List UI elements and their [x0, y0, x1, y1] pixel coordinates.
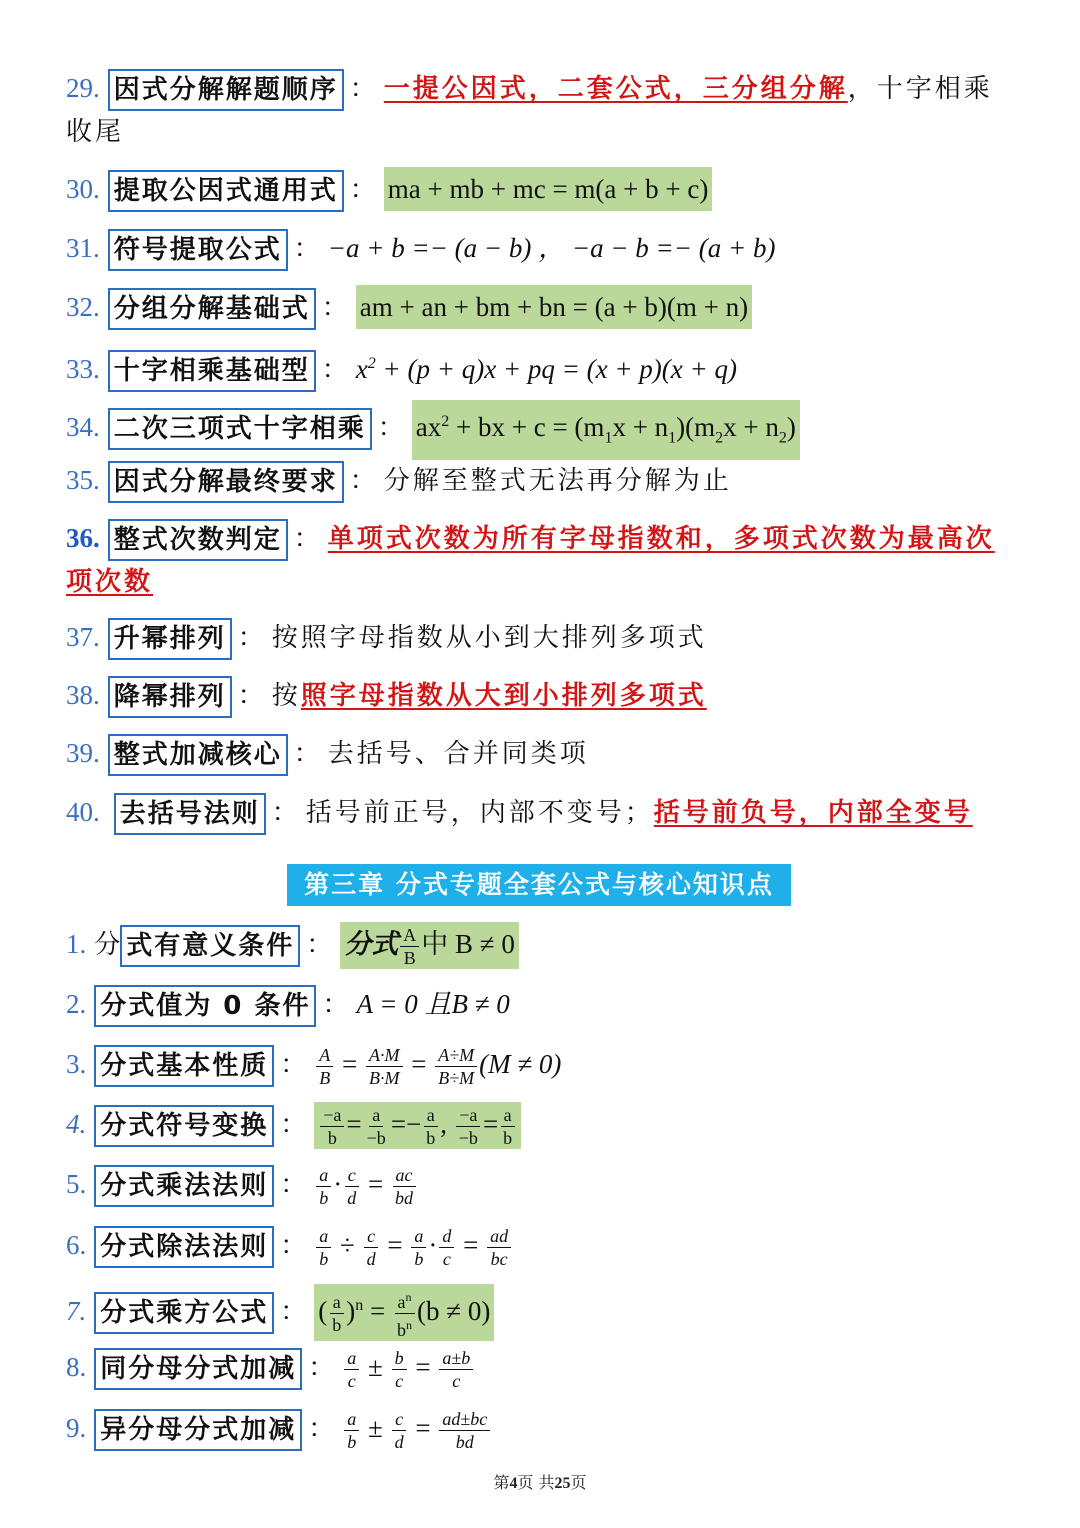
item-number: 6. — [66, 1230, 87, 1260]
item-number: 5. — [66, 1169, 87, 1199]
formula: am + an + bm + bn = (a + b)(m + n) — [356, 285, 752, 329]
item-38: 38. 降幂排列 ： 按照字母指数从大到小排列多项式 — [66, 673, 1000, 718]
item-number: 3. — [66, 1049, 87, 1079]
item-number: 40. — [66, 797, 100, 827]
desc-text: 去括号、合并同类项 — [327, 739, 589, 769]
term-box: 异分母分式加减 — [94, 1409, 302, 1451]
term-box: 分式基本性质 — [94, 1045, 274, 1087]
item-29: 29. 因式分解解题顺序 ： 一提公因式，二套公式，三分组分解，十字相乘 — [66, 66, 1000, 111]
ch3-item-9: 9. 异分母分式加减 ： $\frac{a}{b}$ ± $\frac{c}{d}$ = $\frac{ad\pm bc}{bd}$ — [66, 1406, 1000, 1453]
formula: $\frac{-a}{b}$ = $\frac{a}{-b}$ =− $\frac{a}{b}$ , $\frac{-a}{-b}$ = $\frac{a}{b}$ — [314, 1102, 521, 1149]
term-box: 分组分解基础式 — [108, 288, 316, 330]
highlight-text: 照字母指数从大到小排列多项式 — [300, 681, 707, 711]
term-box: 分式符号变换 — [94, 1105, 274, 1147]
highlight-text: 一提公因式，二套公式，三分组分解 — [383, 74, 848, 104]
item-number: 32. — [66, 292, 100, 322]
item-number: 30. — [66, 174, 100, 204]
ch3-item-2: 2. 分式值为 0 条件 ： A = 0 且B ≠ 0 — [66, 982, 1000, 1027]
formula: $\frac{a}{b}$ ± $\frac{c}{d}$ = $\frac{ad\pm bc}{bd}$ — [342, 1413, 492, 1443]
ch3-item-7: 7. 分式乘方公式 ： ( $\frac{a}{b}$ )$^n$ = $\frac{a^n}{b^n}$ (b ≠ 0) — [66, 1284, 1000, 1341]
item-number: 4. — [66, 1109, 87, 1139]
item-number: 29. — [66, 73, 100, 103]
desc-text: ，十字相乘 — [847, 74, 993, 104]
formula: −a + b =− (a − b) ， −a − b =− (a + b) — [327, 233, 776, 263]
term-box: 整式加减核心 — [108, 734, 288, 776]
term-box: 分式除法法则 — [94, 1226, 274, 1268]
formula: ( $\frac{a}{b}$ )$^n$ = $\frac{a^n}{b^n}$ (b ≠ 0) — [314, 1284, 494, 1341]
item-31: 31. 符号提取公式 ： −a + b =− (a − b) ， −a − b =− (a + b) — [66, 226, 1000, 271]
item-36-continued: 项次数 — [66, 567, 154, 597]
term-box: 二次三项式十字相乘 — [108, 408, 372, 450]
item-number: 2. — [66, 989, 87, 1019]
ch3-item-3: 3. 分式基本性质 ： $\frac{A}{B}$ = $\frac{A\cdot M}{B\cdot M}$ = $\frac{A\div M}{B\div M}$ (M ≠ 0) — [66, 1042, 1000, 1089]
item-number: 34. — [66, 412, 100, 442]
item-number: 39. — [66, 738, 100, 768]
term-box: 符号提取公式 — [108, 229, 288, 271]
item-number: 9. — [66, 1413, 87, 1443]
highlight-text: 单项式次数为所有字母指数和，多项式次数为最高次 — [327, 524, 995, 554]
item-33: 33. 十字相乘基础型 ： $x^2 + (p + q)x$ + pq = (x + p)(x + q) — [66, 342, 1000, 392]
ch3-item-5: 5. 分式乘法法则 ： $\frac{a}{b}$ · $\frac{c}{d}$ = $\frac{ac}{bd}$ — [66, 1162, 1000, 1209]
formula: ma + mb + mc = m(a + b + c) — [384, 167, 713, 211]
item-number: 31. — [66, 233, 100, 263]
term-box: 分式乘法法则 — [94, 1165, 274, 1207]
item-number: 1. — [66, 929, 87, 959]
item-number: 38. — [66, 680, 100, 710]
desc-text: 按照字母指数从小到大排列多项式 — [271, 623, 707, 653]
chapter-title: 第三章 分式专题全套公式与核心知识点 — [287, 864, 791, 906]
item-37: 37. 升幂排列 ： 按照字母指数从小到大排列多项式 — [66, 615, 1000, 660]
term-box: 分式值为 0 条件 — [94, 985, 316, 1027]
item-34: 34. 二次三项式十字相乘 ： $ax^2$ + bx + $c = (m_1x + n_1)(m_2x + n_2)$ — [66, 400, 1000, 460]
formula: $\frac{a}{b}$ ÷ $\frac{c}{d}$ = $\frac{a}{b}$ · $\frac{d}{c}$ = $\frac{ad}{bc}$ — [314, 1230, 513, 1260]
desc-text: 括号前正号，内部不变号； — [305, 798, 654, 828]
ch3-item-6: 6. 分式除法法则 ： $\frac{a}{b}$ ÷ $\frac{c}{d}$ = $\frac{a}{b}$ · $\frac{d}{c}$ = $\frac{ad}{bc}$ — [66, 1223, 1000, 1270]
desc-text: 分解至整式无法再分解为止 — [383, 466, 732, 496]
item-29-continued: 收尾 — [66, 117, 125, 147]
term-box: 式有意义条件 — [120, 925, 300, 967]
item-40: 40. 去括号法则 ： 括号前正号，内部不变号；括号前负号，内部全变号 — [66, 790, 1000, 835]
formula: $ax^2$ + bx + $c = (m_1x + n_1)(m_2x + n_2)$ — [412, 400, 800, 460]
term-box: 分式乘方公式 — [94, 1292, 274, 1334]
ch3-item-1: 1. 分 式有意义条件 ： 分式 $\frac{A}{B}$ 中 B ≠ 0 — [66, 922, 1000, 969]
desc-text: 按 — [271, 681, 301, 711]
ch3-item-4: 4. 分式符号变换 ： $\frac{-a}{b}$ = $\frac{a}{-b}$ =− $\frac{a}{b}$ , $\frac{-a}{-b}$ = $\frac{a}{b}$ — [66, 1102, 1000, 1149]
item-number: 37. — [66, 622, 100, 652]
item-number: 7. — [66, 1296, 87, 1326]
term-box: 去括号法则 — [114, 793, 266, 835]
item-36: 36. 整式次数判定 ： 单项式次数为所有字母指数和，多项式次数为最高次 — [66, 516, 1000, 561]
item-39: 39. 整式加减核心 ： 去括号、合并同类项 — [66, 731, 1000, 776]
formula: $\frac{a}{c}$ ± $\frac{b}{c}$ = $\frac{a\pm b}{c}$ — [342, 1352, 475, 1382]
item-30: 30. 提取公因式通用式 ： ma + mb + mc = m(a + b + c) — [66, 167, 1000, 212]
term-box: 提取公因式通用式 — [108, 170, 344, 212]
item-number: 8. — [66, 1352, 87, 1382]
page-footer: 第4页 共25页 — [493, 1473, 587, 1492]
term-box: 十字相乘基础型 — [108, 350, 316, 392]
term-box: 升幂排列 — [108, 618, 232, 660]
highlight-text: 括号前负号，内部全变号 — [653, 798, 973, 828]
ch3-item-8: 8. 同分母分式加减 ： $\frac{a}{c}$ ± $\frac{b}{c}$ = $\frac{a\pm b}{c}$ — [66, 1345, 1000, 1392]
formula: $x^2 + (p + q)x$ + pq = (x + p)(x + q) — [355, 354, 737, 384]
term-box: 整式次数判定 — [108, 519, 288, 561]
formula: $\frac{A}{B}$ = $\frac{A\cdot M}{B\cdot M}$ = $\frac{A\div M}{B\div M}$ (M ≠ 0) — [314, 1049, 561, 1079]
formula: $\frac{a}{b}$ · $\frac{c}{d}$ = $\frac{ac}{bd}$ — [314, 1169, 418, 1199]
item-number: 35. — [66, 465, 100, 495]
item-number: 33. — [66, 354, 100, 384]
item-number: 36. — [66, 523, 100, 553]
item-32: 32. 分组分解基础式 ： am + an + bm + bn = (a + b)(m + n) — [66, 285, 1000, 330]
formula: A = 0 且B ≠ 0 — [356, 989, 510, 1019]
term-box: 因式分解最终要求 — [108, 461, 344, 503]
formula: 分式 $\frac{A}{B}$ 中 B ≠ 0 — [340, 922, 519, 969]
term-box: 因式分解解题顺序 — [108, 69, 344, 111]
item-35: 35. 因式分解最终要求 ： 分解至整式无法再分解为止 — [66, 458, 1000, 503]
term-box: 降幂排列 — [108, 676, 232, 718]
term-box: 同分母分式加减 — [94, 1348, 302, 1390]
